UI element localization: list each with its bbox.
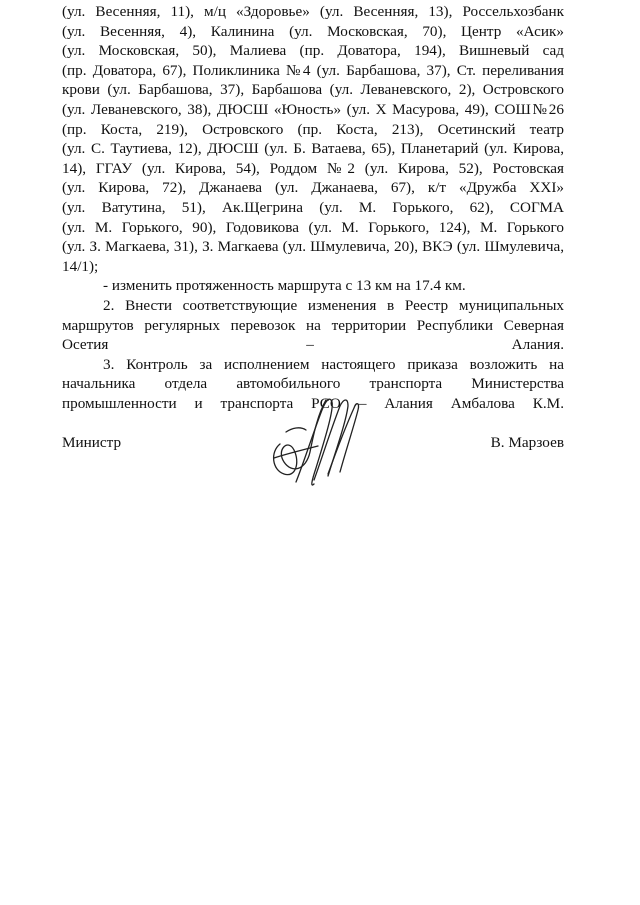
item-2-paragraph	[62, 296, 564, 355]
signatory-name: В. Марзоев	[490, 434, 564, 451]
text-line: (ул. Московская, 50), Малиева (пр. Доватора, 194), Вишневый сад	[62, 42, 564, 60]
text-line: (пр. Коста, 219), Островского (пр. Коста, 213), Осетинский театр	[62, 120, 564, 138]
text-line: 14/1);	[62, 257, 99, 275]
text-line: (ул. М. Горького, 90), Годовикова (ул. М. Горького, 124), М. Горького	[62, 218, 564, 236]
route-stops-list	[62, 2, 564, 276]
text-line: 14), ГГАУ (ул. Кирова, 54), Роддом №2 (ул. Кирова, 52), Ростовская	[62, 159, 564, 177]
text-line: (ул. Весенняя, 11), м/ц «Здоровье» (ул. Весенняя, 13), Россельхозбанк	[62, 3, 564, 20]
text-line: маршрутов регулярных перевозок на территории Республики Северная	[62, 316, 564, 334]
text-line: (ул. Леваневского, 38), ДЮСШ «Юность» (ул. Х Масурова, 49), СОШ№26	[62, 100, 564, 118]
text-line: (ул. Кирова, 72), Джанаева (ул. Джанаева, 67), к/т «Дружба XXI»	[62, 179, 564, 197]
text-line: промышленности и транспорта РСО – Алания Амбалова К.М.	[62, 394, 564, 412]
signatory-title: Министр	[62, 434, 122, 451]
text-line: начальника отдела автомобильного транспорта Министерства	[62, 375, 564, 393]
text-line: (ул. З. Магкаева, 31), З. Магкаева (ул. Шмулевича, 20), ВКЭ (ул. Шмулевича,	[62, 238, 564, 256]
text-line: (ул. С. Таутиева, 12), ДЮСШ (ул. Б. Ватаева, 65), Планетарий (ул. Кирова,	[62, 140, 564, 158]
text-line: 2. Внести соответствующие изменения в Реестр муниципальных	[103, 296, 564, 314]
route-length-text: - изменить протяженность маршрута с 13 км на 17.4 км.	[103, 277, 466, 295]
text-line: (пр. Доватора, 67), Поликлиника №4 (ул. Барбашова, 37), Ст. переливания	[62, 61, 564, 79]
text-line: 3. Контроль за исполнением настоящего приказа возложить на	[103, 355, 564, 373]
text-line: (ул. Ватутина, 51), Ак.Щегрина (ул. М. Горького, 62), СОГМА	[62, 198, 564, 216]
document-body	[62, 2, 564, 413]
text-line: (ул. Весенняя, 4), Калинина (ул. Московская, 70), Центр «Асик»	[62, 22, 564, 40]
text-line: Осетия – Алания.	[62, 336, 564, 354]
text-line: крови (ул. Барбашова, 37), Барбашова (ул. Леваневского, 2), Островского	[62, 81, 564, 99]
route-length-change	[62, 276, 564, 296]
signature-block	[62, 433, 564, 457]
